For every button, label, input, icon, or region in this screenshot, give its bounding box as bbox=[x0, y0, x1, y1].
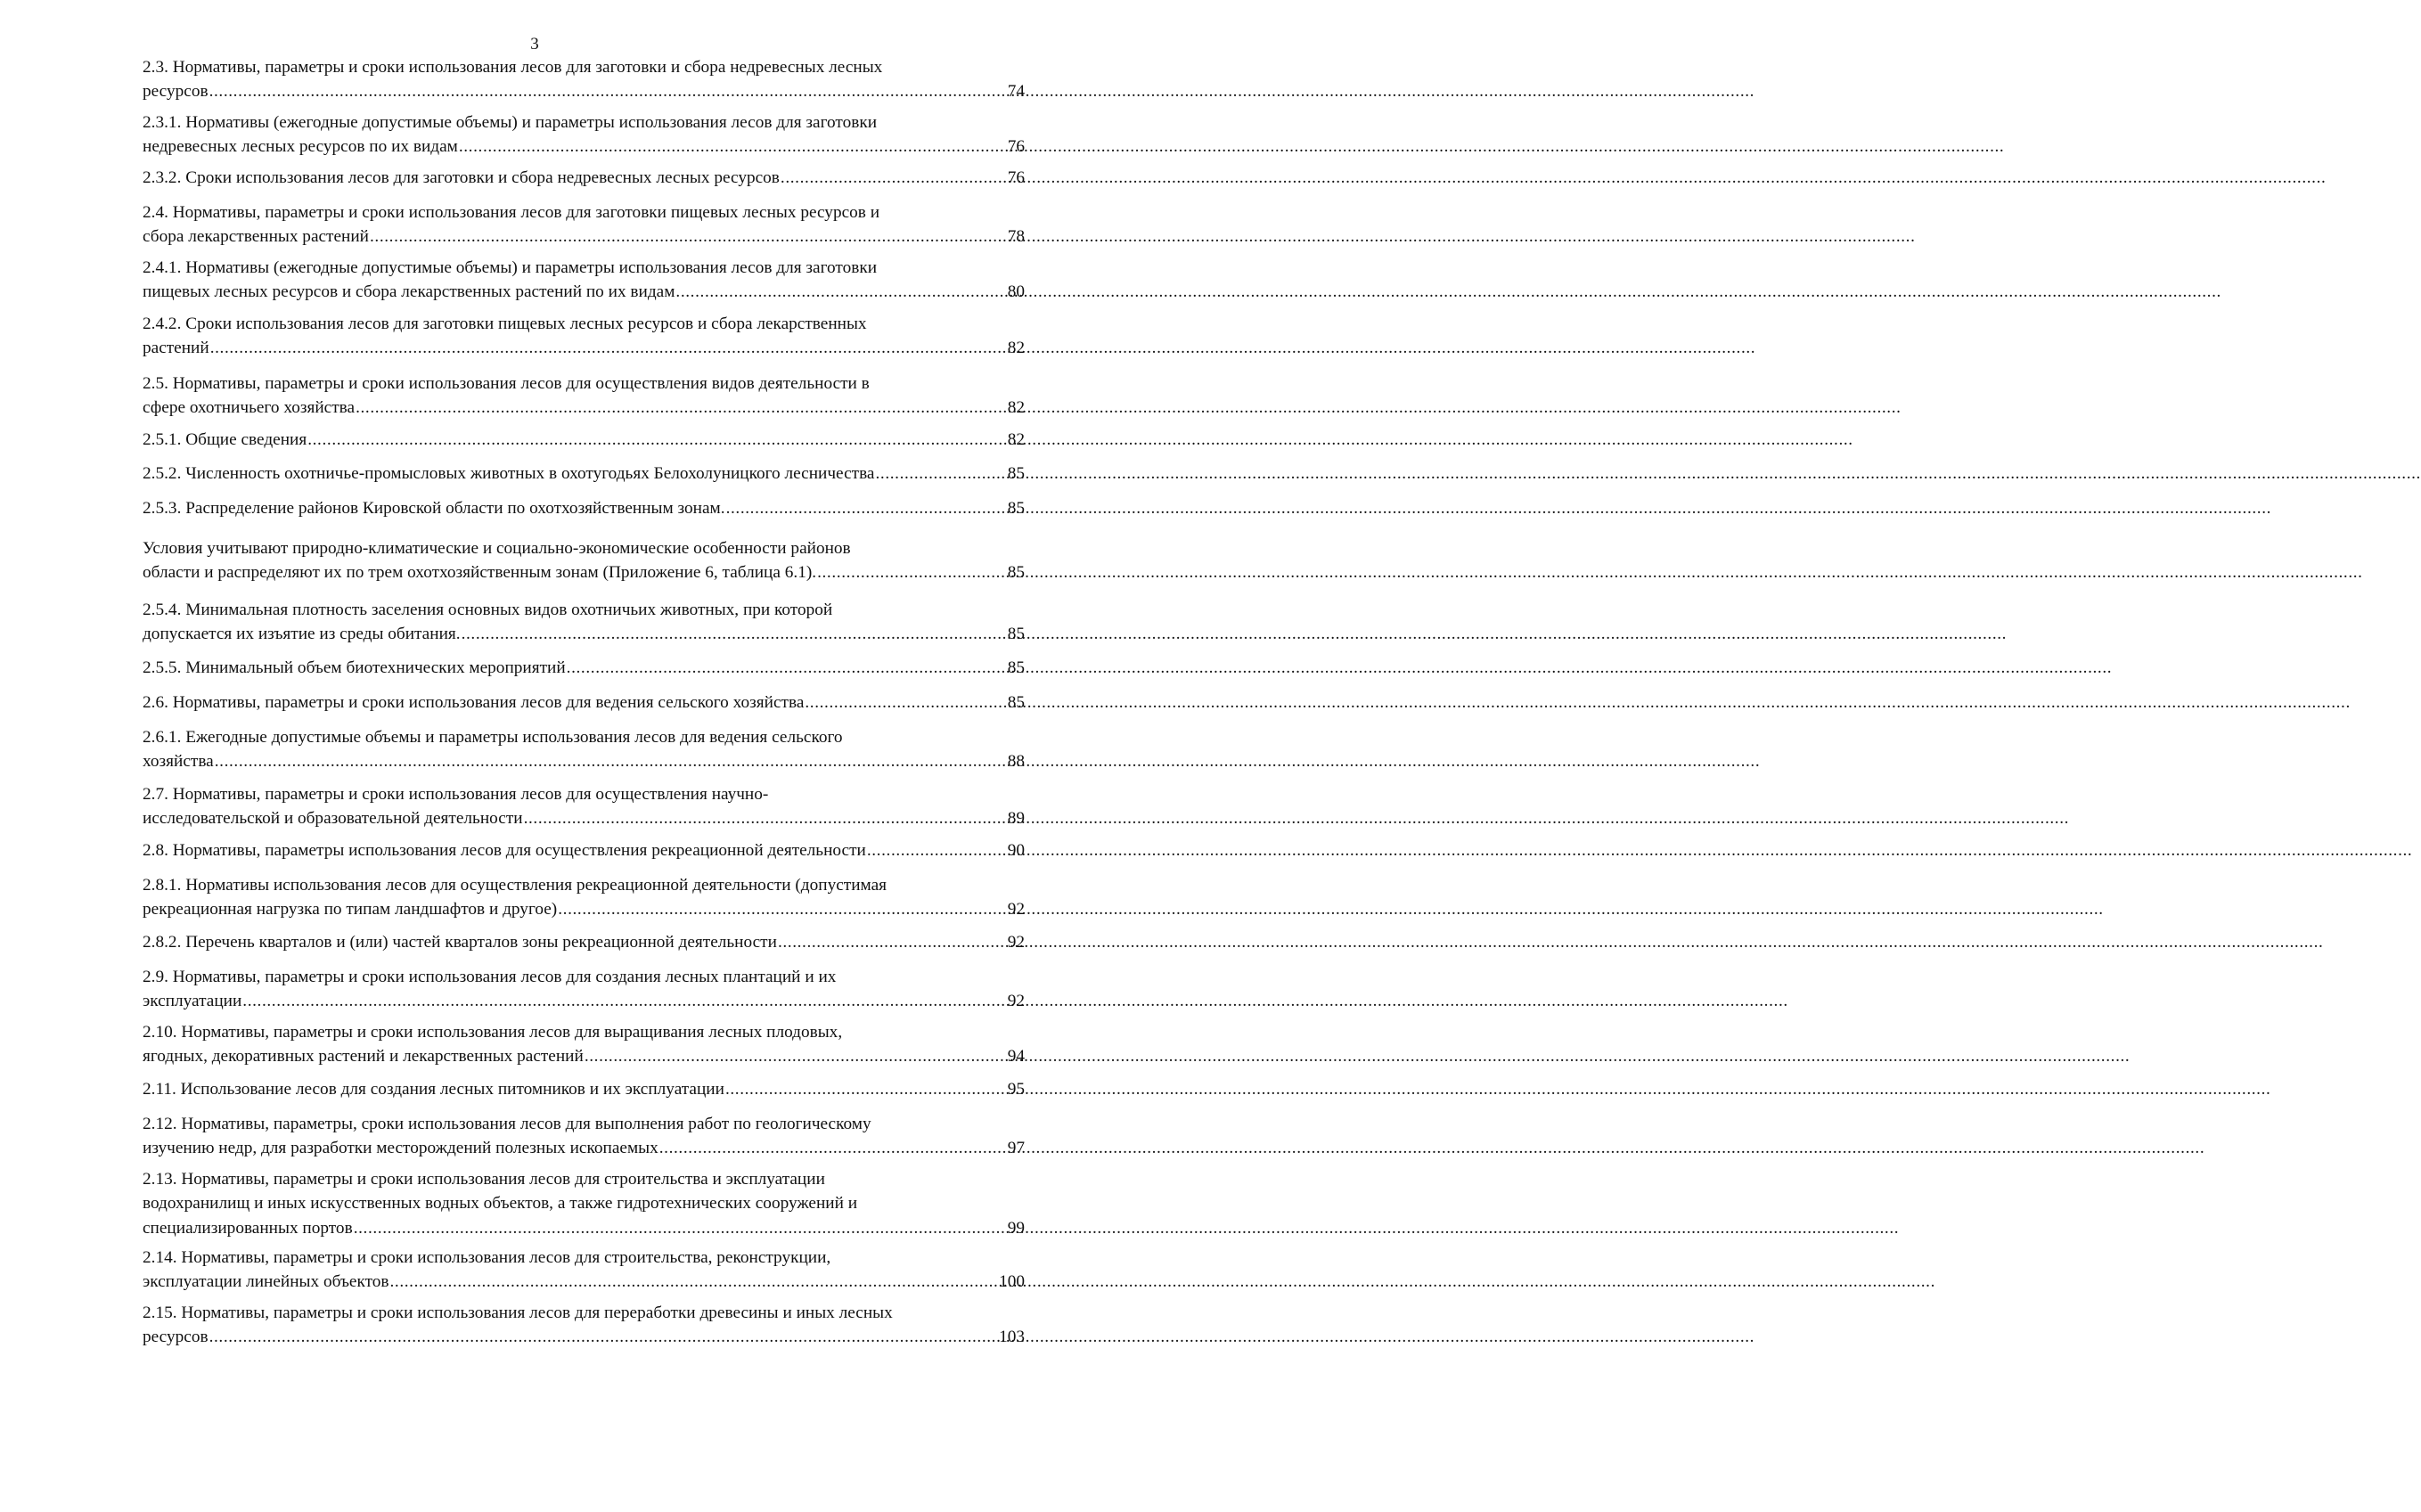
toc-entry-line bbox=[143, 396, 1025, 420]
toc-entry-title: ягодных, декоративных растений и лекарственных растений bbox=[143, 1047, 584, 1067]
toc-entry[interactable] bbox=[143, 930, 1025, 954]
toc-entry[interactable] bbox=[143, 1167, 1025, 1240]
toc-page-number: 82 bbox=[1007, 339, 1025, 358]
toc-entry[interactable] bbox=[143, 256, 1025, 305]
toc-entry-title: ресурсов bbox=[143, 82, 209, 102]
toc-entry-title: 2.5.4. Минимальная плотность заселения основных видов охотничьих животных, при которой bbox=[143, 601, 833, 619]
toc-entry[interactable] bbox=[143, 782, 1025, 831]
toc-entry-title: 2.14. Нормативы, параметры и сроки использования лесов для строительства, реконструкции, bbox=[143, 1248, 831, 1267]
toc-entry[interactable] bbox=[143, 1246, 1025, 1295]
toc-entry-line bbox=[143, 280, 1025, 304]
toc-entry-line bbox=[143, 1246, 1025, 1270]
toc-entry-line bbox=[143, 428, 1025, 452]
toc-page-number: 89 bbox=[1007, 809, 1025, 829]
toc-page-number: 76 bbox=[1007, 168, 1025, 187]
toc-entry-line bbox=[143, 930, 1025, 954]
toc-entry[interactable] bbox=[143, 598, 1025, 647]
toc-entry-title: 2.4. Нормативы, параметры и сроки использования лесов для заготовки пищевых лесных ресурсов и bbox=[143, 203, 880, 222]
toc-entry-line bbox=[143, 560, 1025, 584]
toc-entry[interactable] bbox=[143, 462, 1025, 486]
toc-entry-title: 2.3.2. Сроки использования лесов для заготовки и сбора недревесных лесных ресурсов bbox=[143, 168, 780, 187]
toc-entry-line bbox=[143, 496, 1025, 520]
toc-page-number: 85 bbox=[1007, 693, 1025, 712]
toc-entry-title: сбора лекарственных растений bbox=[143, 227, 369, 247]
toc-entry-title: рекреационная нагрузка по типам ландшафтов и другое) bbox=[143, 900, 558, 919]
toc-entry-title: 2.5. Нормативы, параметры и сроки использования лесов для осуществления видов деятельности в bbox=[143, 374, 870, 393]
toc-entry-title: области и распределяют их по трем охотхозяйственным зонам (Приложение 6, таблица 6.1). bbox=[143, 563, 817, 583]
toc-entry-title: сфере охотничьего хозяйства bbox=[143, 398, 356, 418]
toc-page-number: 99 bbox=[1007, 1218, 1025, 1238]
dot-leader bbox=[585, 1044, 1007, 1068]
toc-entry-line bbox=[143, 372, 1025, 396]
toc-entry-title: 2.4.1. Нормативы (ежегодные допустимые объемы) и параметры использования лесов для заготовки bbox=[143, 258, 878, 277]
toc-entry-title: 2.8.1. Нормативы использования лесов для осуществления рекреационной деятельности (допустимая bbox=[143, 876, 887, 895]
toc-entry-title: изучению недр, для разработки месторождений полезных ископаемых bbox=[143, 1139, 658, 1158]
toc-entry[interactable] bbox=[143, 873, 1025, 922]
dot-leader bbox=[659, 1136, 1007, 1160]
toc-entry-line bbox=[143, 897, 1025, 921]
toc-entry-line bbox=[143, 166, 1025, 190]
toc-page-number: 74 bbox=[1007, 82, 1025, 102]
toc-entry[interactable] bbox=[143, 372, 1025, 421]
toc-entry-line bbox=[143, 200, 1025, 225]
toc-entry-title: 2.13. Нормативы, параметры и сроки использования лесов для строительства и эксплуатации bbox=[143, 1170, 825, 1189]
dot-leader bbox=[675, 280, 1006, 304]
toc-page-number: 85 bbox=[1007, 464, 1025, 483]
toc-page-number: 88 bbox=[1007, 752, 1025, 772]
toc-entry-line bbox=[143, 806, 1025, 830]
toc-entry[interactable] bbox=[143, 536, 1025, 585]
toc-entry-line bbox=[143, 1167, 1025, 1191]
dot-leader bbox=[567, 656, 1007, 680]
toc-entry-line bbox=[143, 598, 1025, 622]
toc-entry-line bbox=[143, 225, 1025, 249]
toc-entry[interactable] bbox=[143, 965, 1025, 1014]
toc-entry-line bbox=[143, 135, 1025, 159]
toc-entry-line bbox=[143, 1044, 1025, 1068]
toc-entry-title: 2.5.1. Общие сведения bbox=[143, 430, 307, 449]
dot-leader bbox=[725, 1077, 1007, 1101]
toc-entry[interactable] bbox=[143, 1301, 1025, 1350]
toc-entry-title: 2.9. Нормативы, параметры и сроки использования лесов для создания лесных плантаций и их bbox=[143, 968, 837, 986]
toc-entry-title: 2.15. Нормативы, параметры и сроки использования лесов для переработки древесины и иных лесных bbox=[143, 1304, 893, 1322]
toc-entry[interactable] bbox=[143, 312, 1025, 361]
toc-page-number: 85 bbox=[1007, 625, 1025, 644]
toc-entry-line bbox=[143, 312, 1025, 336]
dot-leader bbox=[875, 462, 1006, 486]
toc-entry-title: 2.8. Нормативы, параметры использования лесов для осуществления рекреационной деятельности bbox=[143, 841, 866, 860]
toc-page-number: 82 bbox=[1007, 398, 1025, 418]
toc-entry-title: специализированных портов bbox=[143, 1218, 353, 1238]
toc-page-number: 100 bbox=[999, 1272, 1025, 1292]
dot-leader bbox=[726, 496, 1007, 520]
dot-leader bbox=[459, 135, 1007, 159]
dot-leader bbox=[242, 989, 1006, 1013]
toc-entry-title: 2.8.2. Перечень кварталов и (или) частей кварталов зоны рекреационной деятельности bbox=[143, 933, 777, 952]
toc-entry-line bbox=[143, 55, 1025, 79]
toc-entry-line bbox=[143, 79, 1025, 103]
toc-entry-title: 2.4.2. Сроки использования лесов для заготовки пищевых лесных ресурсов и сбора лекарственных bbox=[143, 315, 867, 333]
toc-entry-line bbox=[143, 536, 1025, 560]
toc-page-number: 76 bbox=[1007, 137, 1025, 157]
dot-leader bbox=[817, 560, 1007, 584]
toc-page-number: 85 bbox=[1007, 658, 1025, 677]
toc-entry-line bbox=[143, 1325, 1025, 1349]
toc-page-number: 85 bbox=[1007, 499, 1025, 518]
toc-entry-title: хозяйства bbox=[143, 752, 214, 772]
toc-entry-line bbox=[143, 462, 1025, 486]
toc-entry-line bbox=[143, 622, 1025, 646]
toc-page-number: 90 bbox=[1007, 841, 1025, 860]
dot-leader bbox=[210, 336, 1007, 360]
toc-entry-line bbox=[143, 725, 1025, 749]
toc-entry-title: 2.11. Использование лесов для создания лесных питомников и их эксплуатации bbox=[143, 1080, 724, 1099]
dot-leader bbox=[805, 691, 1006, 715]
dot-leader bbox=[524, 806, 1007, 830]
dot-leader bbox=[781, 166, 1007, 190]
toc-entry-line bbox=[143, 782, 1025, 806]
toc-entry[interactable] bbox=[143, 656, 1025, 680]
dot-leader bbox=[209, 79, 1007, 103]
toc-entry-title: растений bbox=[143, 339, 209, 358]
toc-entry-line bbox=[143, 1136, 1025, 1160]
toc-page-number: 85 bbox=[1007, 563, 1025, 583]
toc-entry-line bbox=[143, 965, 1025, 989]
toc-entry-line bbox=[143, 1020, 1025, 1044]
toc-entry[interactable] bbox=[143, 691, 1025, 715]
toc-entry-title: 2.6. Нормативы, параметры и сроки использования лесов для ведения сельского хозяйства bbox=[143, 693, 805, 712]
toc-entry-title: 2.10. Нормативы, параметры и сроки использования лесов для выращивания лесных плодовых, bbox=[143, 1023, 843, 1042]
toc-entry-title: Условия учитывают природно-климатические и социально-экономические особенности районов bbox=[143, 539, 851, 558]
toc-entry-line bbox=[143, 1191, 1025, 1215]
toc-entry-title: допускается их изъятие из среды обитания. bbox=[143, 625, 461, 644]
toc-entry-title: 2.3. Нормативы, параметры и сроки использования лесов для заготовки и сбора недревесных лесных bbox=[143, 58, 883, 77]
toc-entry-title: пищевых лесных ресурсов и сбора лекарственных растений по их видам bbox=[143, 282, 675, 302]
toc-page-number: 78 bbox=[1007, 227, 1025, 247]
page-number: 3 bbox=[530, 35, 539, 53]
toc-entry-line bbox=[143, 656, 1025, 680]
dot-leader bbox=[354, 1216, 1007, 1240]
dot-leader bbox=[370, 225, 1007, 249]
toc-page-number: 92 bbox=[1007, 992, 1025, 1011]
toc-entry-line bbox=[143, 336, 1025, 360]
toc-entry-line bbox=[143, 110, 1025, 135]
toc-page-number: 82 bbox=[1007, 430, 1025, 449]
toc-entry-line bbox=[143, 838, 1025, 862]
toc-entry-line bbox=[143, 1301, 1025, 1325]
toc-entry-line bbox=[143, 989, 1025, 1013]
toc-entry-title: 2.7. Нормативы, параметры и сроки использования лесов для осуществления научно- bbox=[143, 785, 769, 804]
toc-entry[interactable] bbox=[143, 166, 1025, 190]
toc-page-number: 92 bbox=[1007, 933, 1025, 952]
toc-entry-line bbox=[143, 1112, 1025, 1136]
toc-entry[interactable] bbox=[143, 496, 1025, 520]
toc-entry[interactable] bbox=[143, 428, 1025, 452]
toc-entry-title: 2.6.1. Ежегодные допустимые объемы и параметры использования лесов для ведения сельского bbox=[143, 728, 843, 747]
toc-entry[interactable] bbox=[143, 1020, 1025, 1069]
dot-leader bbox=[558, 897, 1006, 921]
toc-entry[interactable] bbox=[143, 1077, 1025, 1101]
toc-entry-title: 2.12. Нормативы, параметры, сроки использования лесов для выполнения работ по геологическому bbox=[143, 1115, 871, 1133]
toc-entry-line bbox=[143, 1216, 1025, 1240]
toc-entry[interactable] bbox=[143, 725, 1025, 774]
toc-entry-title: 2.5.2. Численность охотничье-промысловых животных в охотугодьях Белохолуницкого лесничества bbox=[143, 464, 875, 483]
dot-leader bbox=[867, 838, 1007, 862]
toc-entry-line bbox=[143, 1270, 1025, 1294]
toc-entry[interactable] bbox=[143, 55, 1025, 104]
toc-entry-title: недревесных лесных ресурсов по их видам bbox=[143, 137, 458, 157]
toc-entry-line bbox=[143, 691, 1025, 715]
dot-leader bbox=[215, 749, 1007, 773]
toc-entry-title: 2.5.3. Распределение районов Кировской области по охотхозяйственным зонам. bbox=[143, 499, 725, 518]
toc-entry-line bbox=[143, 873, 1025, 897]
toc-entry-title: водохранилищ и иных искусственных водных объектов, а также гидротехнических сооружений и bbox=[143, 1194, 858, 1214]
toc-page-number: 80 bbox=[1007, 282, 1025, 302]
toc-entry-title: ресурсов bbox=[143, 1328, 209, 1347]
toc-page-number: 94 bbox=[1007, 1047, 1025, 1067]
toc-page-number: 97 bbox=[1007, 1139, 1025, 1158]
toc-entry[interactable] bbox=[143, 1112, 1025, 1161]
dot-leader bbox=[209, 1325, 999, 1349]
toc-entry-title: исследовательской и образовательной деятельности bbox=[143, 809, 523, 829]
toc-entry-title: 2.3.1. Нормативы (ежегодные допустимые объемы) и параметры использования лесов для заготовки bbox=[143, 113, 878, 132]
toc-page-number: 92 bbox=[1007, 900, 1025, 919]
dot-leader bbox=[356, 396, 1007, 420]
toc-entry-line bbox=[143, 749, 1025, 773]
dot-leader bbox=[390, 1270, 999, 1294]
dot-leader bbox=[462, 622, 1007, 646]
toc-page-number: 103 bbox=[999, 1328, 1025, 1347]
toc-entry-title: эксплуатации линейных объектов bbox=[143, 1272, 389, 1292]
toc-entry-line bbox=[143, 256, 1025, 280]
toc-entry[interactable] bbox=[143, 110, 1025, 159]
toc-entry[interactable] bbox=[143, 838, 1025, 862]
toc-entry-title: 2.5.5. Минимальный объем биотехнических мероприятий bbox=[143, 658, 566, 677]
toc-entry-line bbox=[143, 1077, 1025, 1101]
toc-entry-title: эксплуатации bbox=[143, 992, 242, 1011]
dot-leader bbox=[778, 930, 1007, 954]
dot-leader bbox=[307, 428, 1007, 452]
toc-page-number: 95 bbox=[1007, 1080, 1025, 1099]
toc-entry[interactable] bbox=[143, 200, 1025, 249]
